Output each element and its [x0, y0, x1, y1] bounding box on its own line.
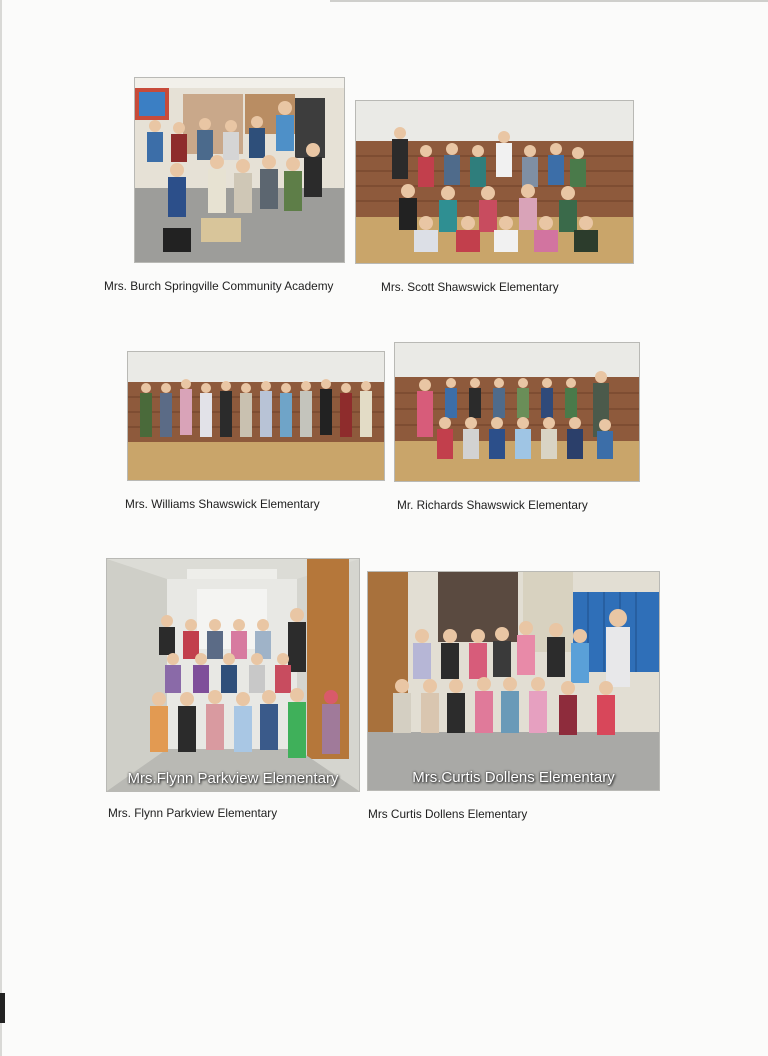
photo-caption: Mrs Curtis Dollens Elementary [368, 807, 528, 821]
class-photo-burch [134, 77, 345, 263]
photo-caption: Mrs. Williams Shawswick Elementary [125, 497, 320, 511]
class-photo-richards [394, 342, 640, 482]
gym-photo-art [128, 352, 384, 480]
scan-artifact [0, 993, 5, 1023]
class-photo-williams [127, 351, 385, 481]
photo-overlay-text: Mrs.Curtis Dollens Elementary [412, 769, 615, 786]
photo-caption: Mrs. Flynn Parkview Elementary [108, 806, 278, 820]
hallway-photo-art [107, 559, 359, 791]
class-photo-flynn [106, 558, 360, 792]
scan-edge [0, 0, 2, 1056]
scan-edge [330, 0, 768, 2]
gym-photo-art [356, 101, 633, 263]
classroom-photo-art [135, 78, 344, 262]
class-photo-curtis [367, 571, 660, 791]
class-photo-scott [355, 100, 634, 264]
gym-photo-art [395, 343, 639, 481]
photo-caption: Mrs. Burch Springville Community Academy [104, 279, 334, 293]
photo-caption: Mrs. Scott Shawswick Elementary [381, 280, 559, 294]
photo-caption: Mr. Richards Shawswick Elementary [397, 498, 588, 512]
photo-overlay-text: Mrs.Flynn Parkview Elementary [127, 770, 339, 787]
hallway-photo-art [368, 572, 659, 790]
